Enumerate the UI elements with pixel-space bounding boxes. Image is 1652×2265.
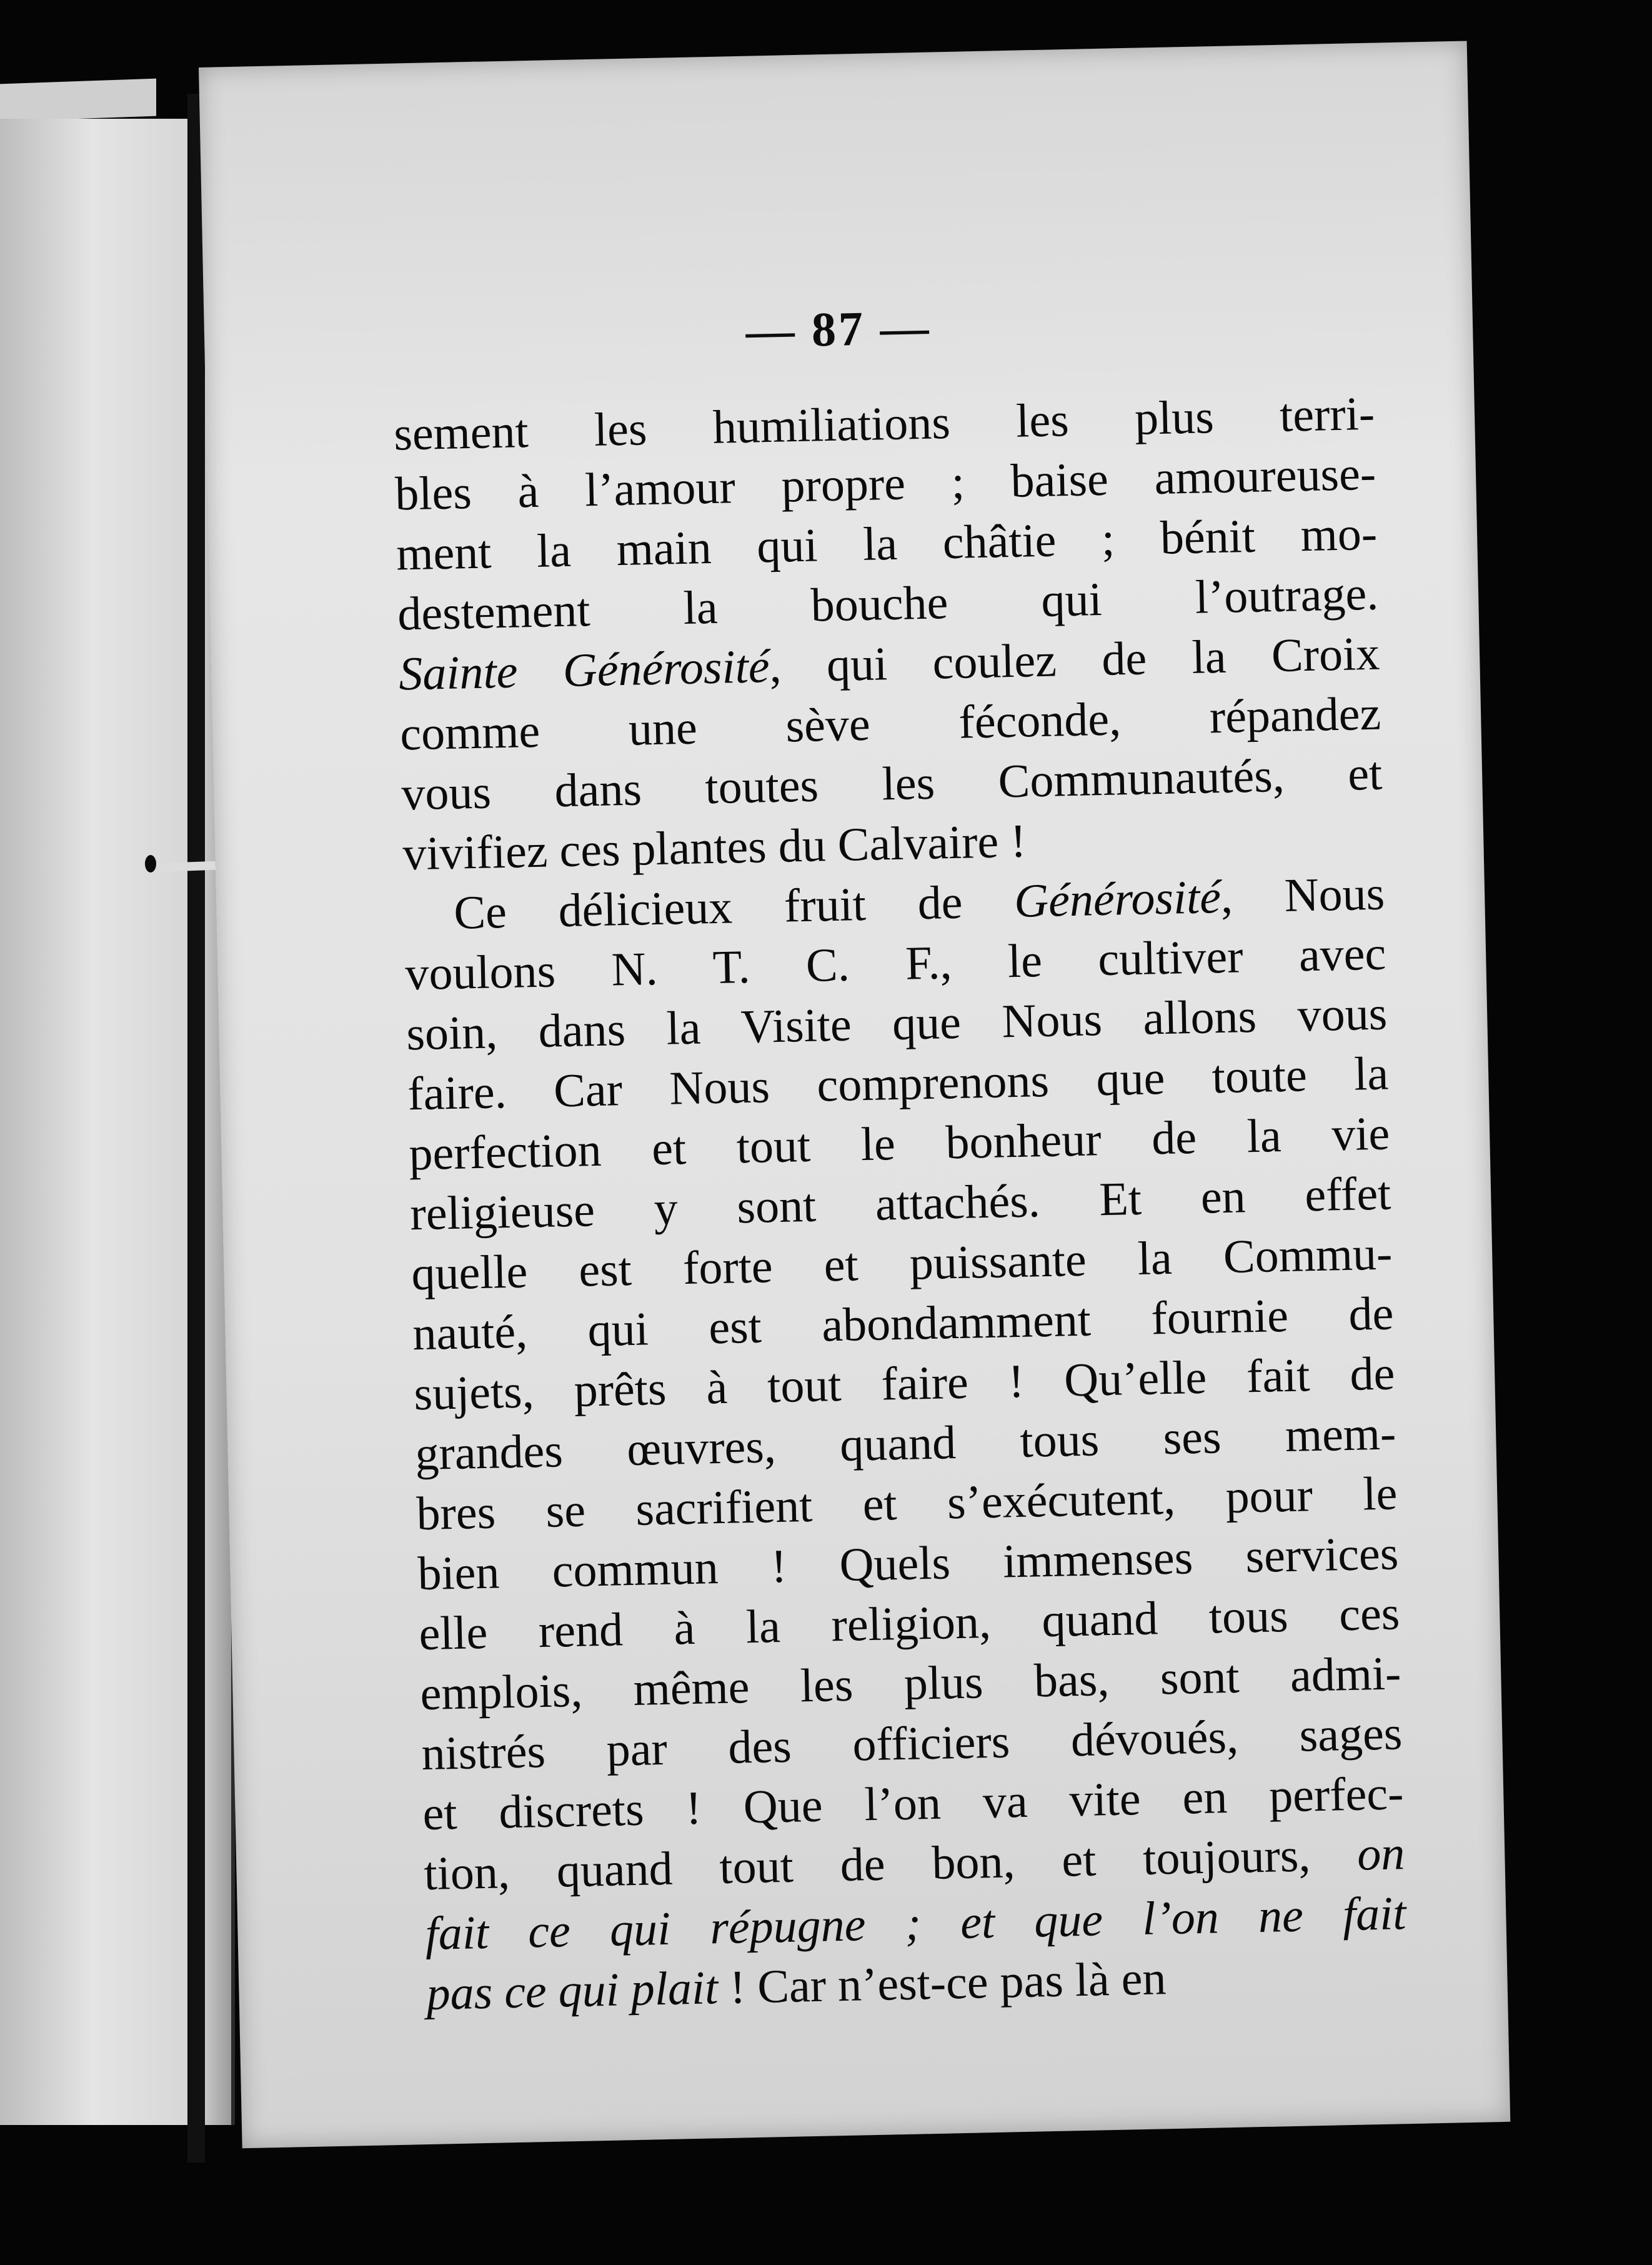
italic-text-segment: fait ce qui répugne ; et que l’on ne fait [424,1887,1407,1961]
text-segment: bien commun ! Quels immenses services [417,1527,1400,1601]
text-segment: emplois, même les plus bas, sont admi- [419,1647,1402,1721]
italic-text-segment: Sainte Générosité [398,640,770,701]
text-segment: vivifiez ces plantes du Calvaire ! [402,814,1027,881]
text-segment: quelle est forte et puissante la Commu- [411,1227,1393,1301]
text-segment: Ce délicieux fruit de [453,874,1015,939]
italic-text-segment: pas ce qui plait [425,1961,719,2021]
text-segment: ment la main qui la châtie ; bénit mo- [396,507,1378,581]
text-segment: elle rend à la religion, quand tous ces [418,1587,1401,1661]
text-segment: vous dans toutes les Communautés, et [401,747,1383,821]
text-segment: religieuse y sont attachés. Et en effet [409,1167,1392,1241]
text-segment: , qui coulez de la Croix [769,627,1380,693]
text-segment: perfection et tout le bonheur de la vie [408,1107,1391,1181]
italic-text-segment: on [1356,1827,1406,1881]
binding-hole [145,855,156,872]
italic-text-segment: Générosité [1013,871,1222,928]
text-segment: nauté, qui est abondamment fournie de [412,1287,1395,1361]
text-segment: bles à l’amour propre ; baise amoureuse- [394,447,1376,521]
text-segment: sujets, prêts à tout faire ! Qu’elle fait de [413,1347,1396,1421]
text-segment: bres se sacrifient et s’exécutent, pour le [415,1467,1398,1541]
text-segment: grandes œuvres, quand tous ses mem- [414,1407,1397,1481]
text-segment: soin, dans la Visite que Nous allons vous [406,987,1388,1061]
page-body-text [393,384,1408,2024]
text-segment: voulons N. T. C. F., le cultiver avec [404,927,1386,1001]
book-gutter [187,94,205,2162]
text-segment: nistrés par des officiers dévoués, sages [420,1707,1403,1781]
book-page [199,41,1510,2148]
page-number: — 87 — [745,299,932,358]
text-segment: comme une sève féconde, répandez [399,687,1381,761]
text-segment: sement les humiliations les plus terri- [393,387,1375,461]
text-segment: ! Car n’est-ce pas là en [717,1952,1167,2014]
text-segment: faire. Car Nous comprenons que toute la [407,1047,1390,1121]
left-page-edge [0,79,156,122]
text-segment: tion, quand tout de bon, et toujours, [423,1828,1358,1901]
text-segment: , Nous [1220,867,1385,924]
text-segment: et discrets ! Que l’on va vite en perfec- [422,1767,1405,1841]
text-segment: destement la bouche qui l’outrage. [397,567,1379,641]
